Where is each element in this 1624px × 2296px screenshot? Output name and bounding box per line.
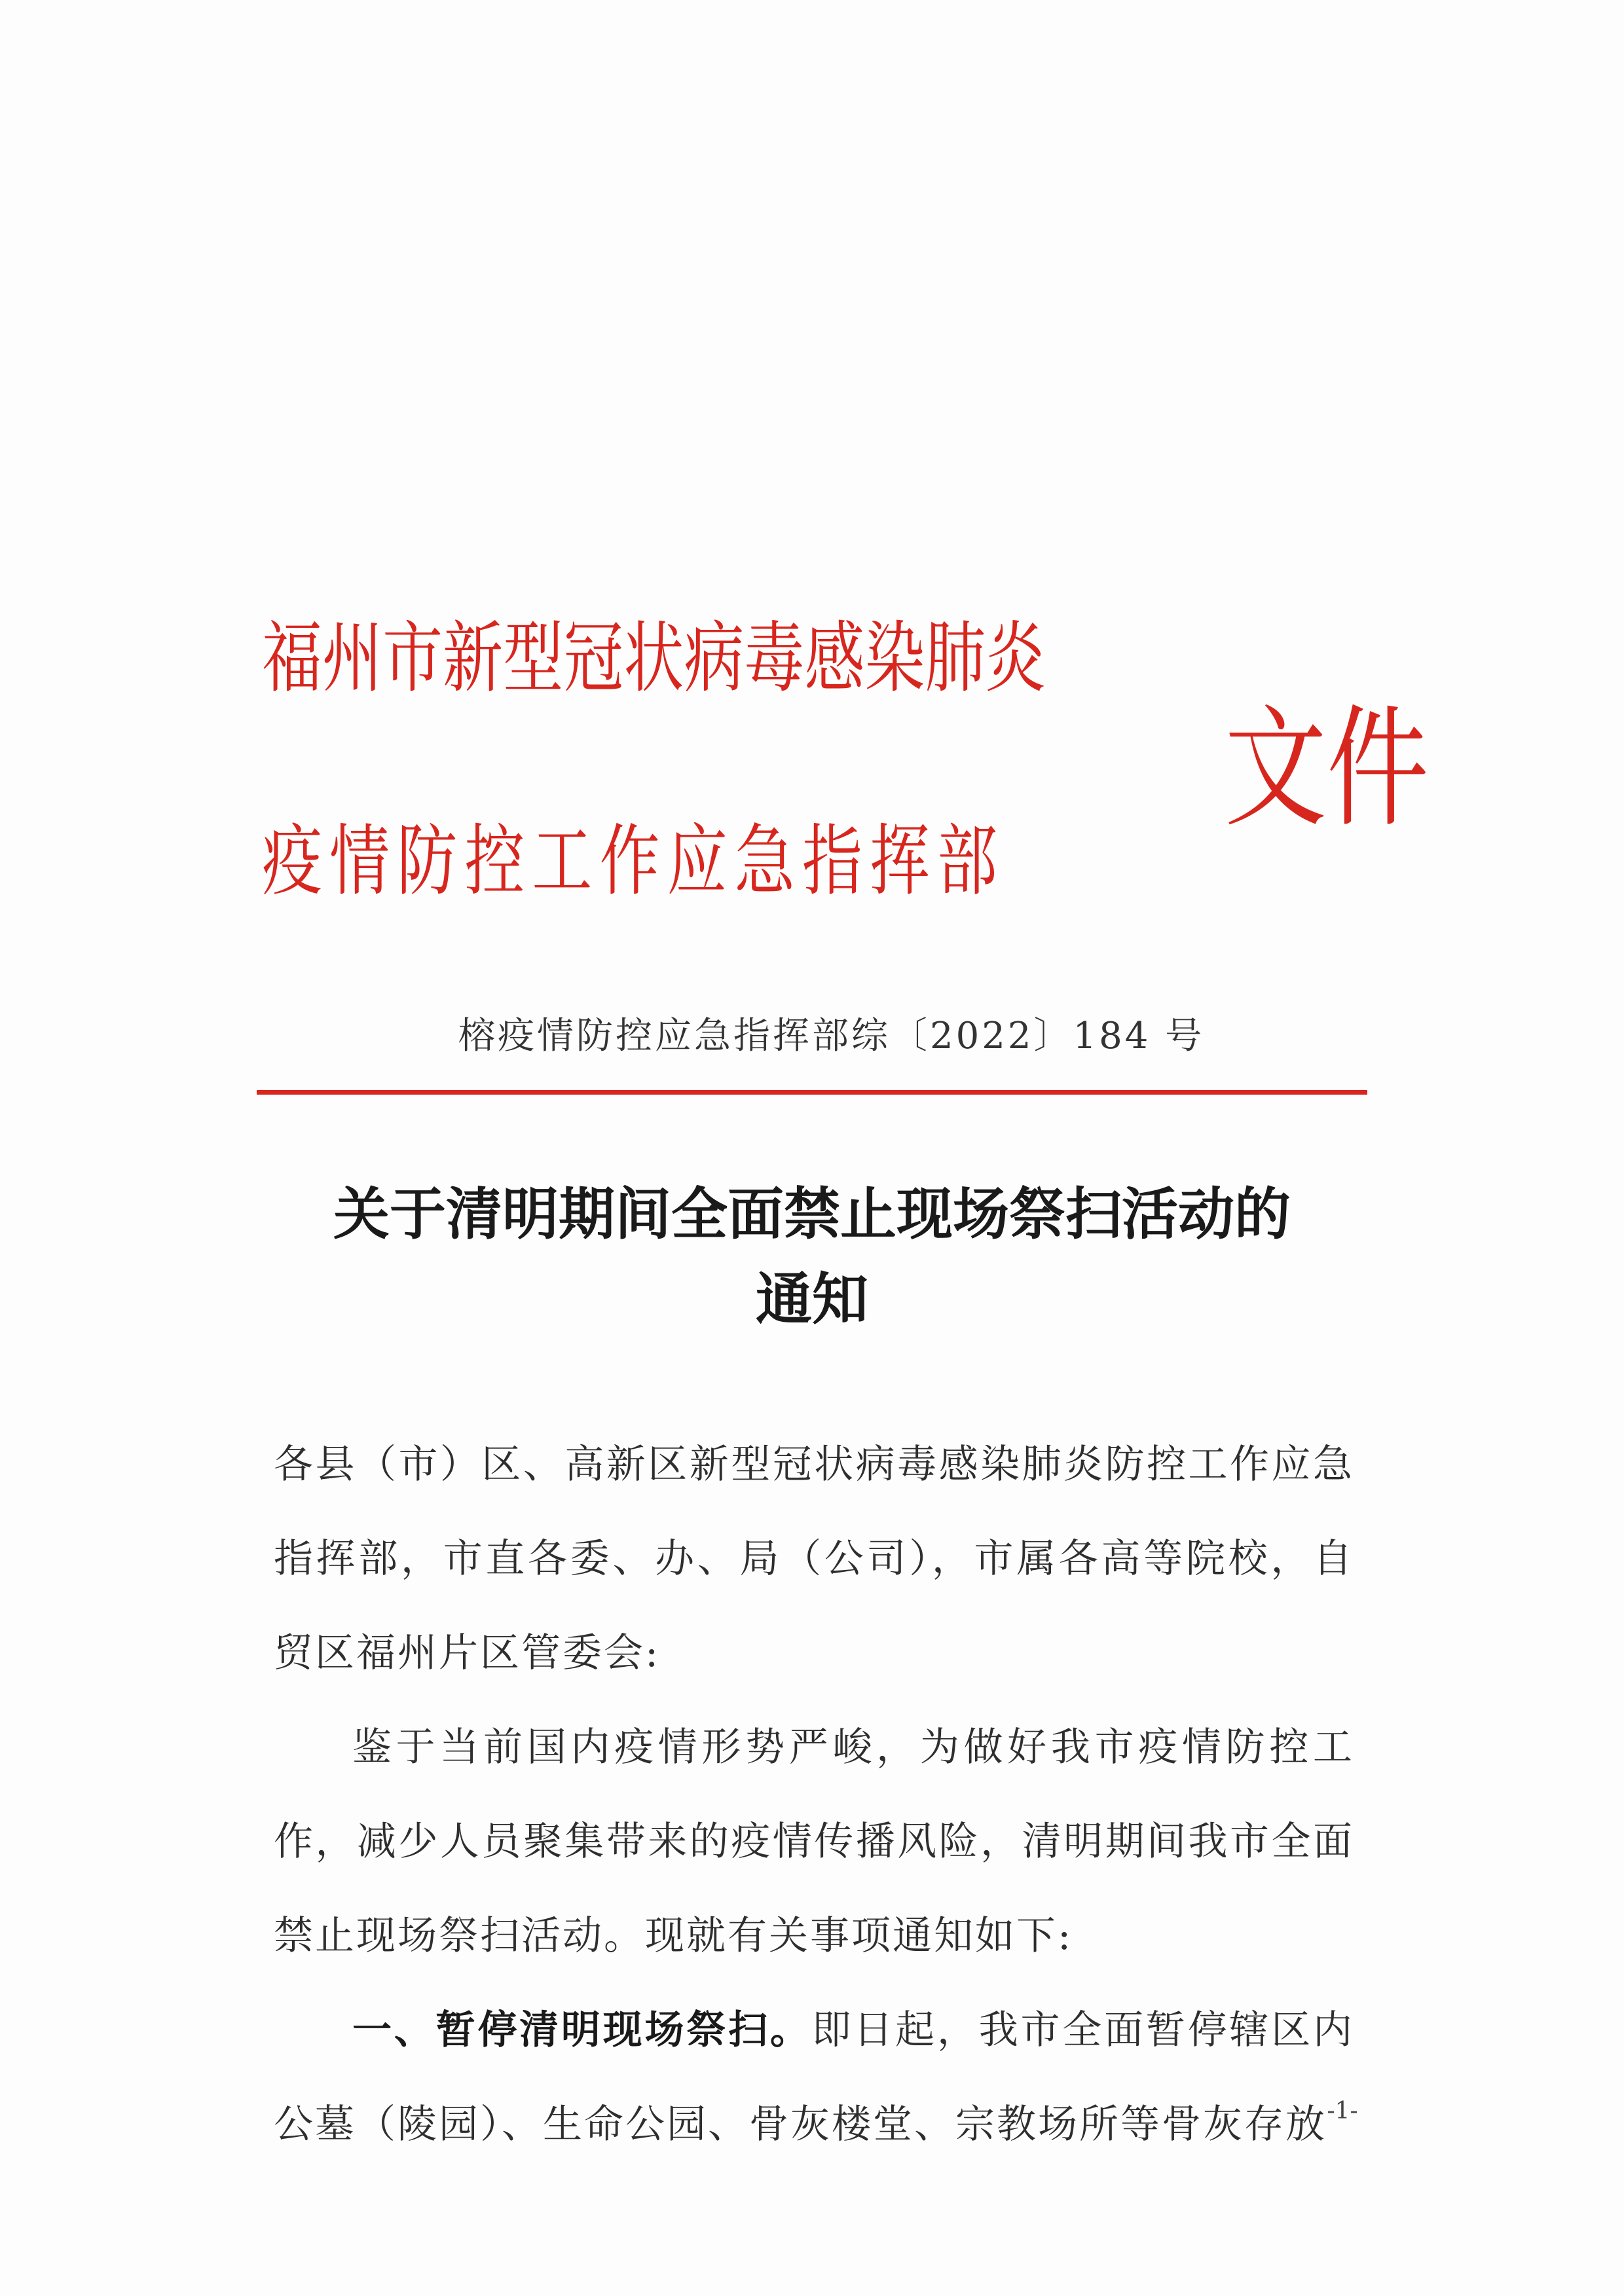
masthead-char: 急 (734, 816, 795, 906)
masthead-char: 控 (464, 816, 525, 906)
masthead-char: 市 (382, 613, 443, 703)
section-1-paragraph (274, 1983, 1354, 2172)
masthead-line-2 (262, 812, 997, 910)
document-body (274, 1417, 1354, 2172)
masthead-char: 指 (802, 816, 862, 906)
masthead-char: 部 (937, 816, 998, 906)
masthead-char: 型 (503, 613, 564, 703)
masthead-char: 作 (599, 816, 660, 906)
masthead-char: 状 (623, 613, 684, 703)
masthead-char: 工 (532, 816, 593, 906)
section-1-heading: 一、暂停清明现场祭扫。 (352, 2007, 812, 2053)
page-number: -1- (1327, 2098, 1358, 2124)
masthead-char: 冠 (563, 613, 624, 703)
masthead-char: 感 (804, 613, 865, 703)
masthead-char: 州 (322, 613, 383, 703)
intro-paragraph: 鉴于当前国内疫情形势严峻，为做好我市疫情防控工作，减少人员聚集带来的疫情传播风险，清明期间我市全面禁止现场祭扫活动。现就有关事项通知如下: (274, 1724, 1354, 1959)
masthead-char: 挥 (869, 816, 931, 906)
masthead-char: 疫 (262, 816, 323, 906)
masthead-char: 毒 (744, 613, 805, 703)
masthead-char: 应 (667, 816, 728, 906)
title-line-2: 通知 (756, 1266, 868, 1332)
masthead-char: 防 (397, 816, 458, 906)
masthead-char: 病 (684, 613, 745, 703)
section-1-text: 即日起，我市全面暂停辖区内公墓（陵园）、生命公园、骨灰楼堂、宗教场所等骨灰存放 (274, 2007, 1354, 2147)
masthead-char: 新 (443, 613, 504, 703)
document-title (196, 1172, 1428, 1342)
masthead-char: 肺 (925, 613, 986, 703)
issuing-authority-masthead (262, 609, 1430, 936)
masthead-char: 染 (864, 613, 925, 703)
masthead-char: 情 (329, 816, 390, 906)
masthead-char: 福 (262, 613, 323, 703)
masthead-char: 炎 (985, 613, 1046, 703)
masthead-line-1 (262, 609, 1046, 707)
document-number: 榕疫情防控应急指挥部综〔2022〕184 号 (458, 1015, 1205, 1057)
addressee-paragraph: 各县（市）区、高新区新型冠状病毒感染肺炎防控工作应急指挥部，市直各委、办、局（公司），市属各高等院校，自贸区福州片区管委会: (274, 1442, 1354, 1676)
masthead-suffix: 文件 (1225, 693, 1430, 845)
red-divider-line (257, 1090, 1367, 1095)
title-line-1: 关于清明期间全面禁止现场祭扫活动的 (333, 1181, 1291, 1247)
